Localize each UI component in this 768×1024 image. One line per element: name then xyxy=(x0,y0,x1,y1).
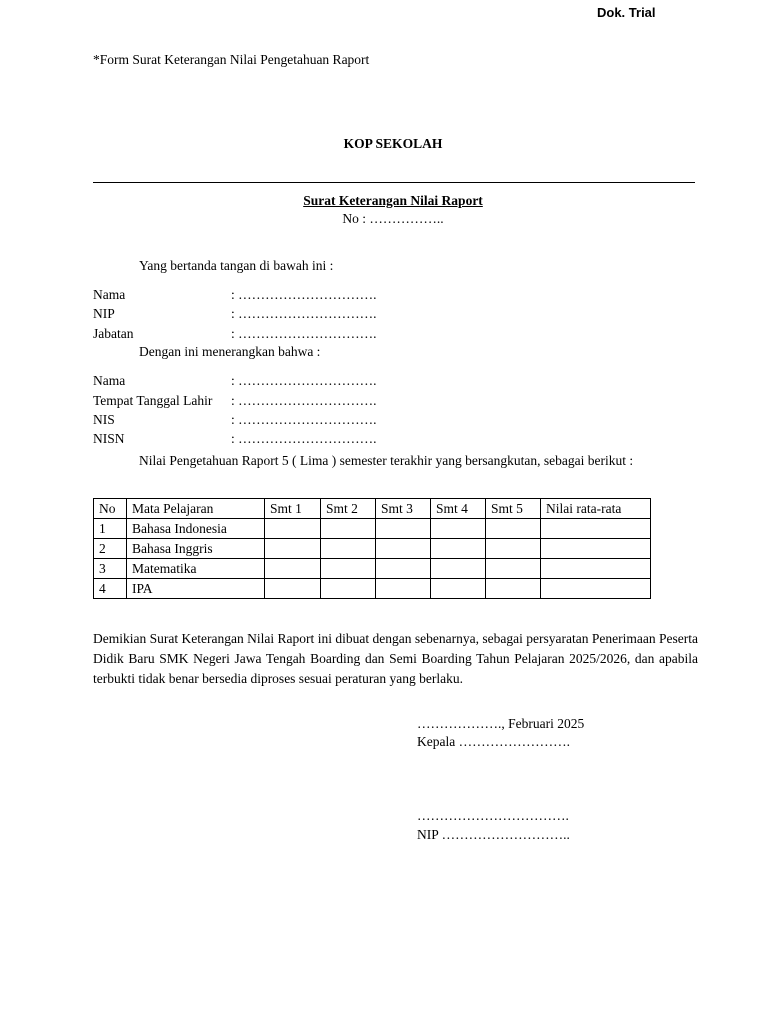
average-cell xyxy=(541,519,651,539)
student-name-value: : …………………………. xyxy=(231,373,377,388)
table-row xyxy=(94,559,651,579)
signer-name-label: Nama xyxy=(93,287,126,302)
grade-cell xyxy=(486,579,541,599)
average-cell xyxy=(541,559,651,579)
row-no: 3 xyxy=(94,559,127,579)
grade-cell xyxy=(265,519,321,539)
header-smt4: Smt 4 xyxy=(431,499,486,519)
grade-cell xyxy=(376,579,431,599)
grade-cell xyxy=(376,519,431,539)
grade-cell xyxy=(486,559,541,579)
average-cell xyxy=(541,579,651,599)
row-subject: Bahasa Inggris xyxy=(127,539,265,559)
row-subject: IPA xyxy=(127,579,265,599)
average-cell xyxy=(541,539,651,559)
signer-position-value: : …………………………. xyxy=(231,326,377,341)
grade-cell xyxy=(486,519,541,539)
document-mark: Dok. Trial xyxy=(597,5,656,20)
grade-cell xyxy=(265,539,321,559)
table-row xyxy=(94,539,651,559)
student-nisn-label: NISN xyxy=(93,431,125,446)
student-nis-label: NIS xyxy=(93,412,115,427)
grade-cell xyxy=(486,539,541,559)
grade-cell xyxy=(431,559,486,579)
signer-position-label: Jabatan xyxy=(93,326,134,341)
grade-cell xyxy=(431,519,486,539)
header-smt2: Smt 2 xyxy=(321,499,376,519)
student-birth-value: : …………………………. xyxy=(231,393,377,408)
table-row xyxy=(94,519,651,539)
grade-cell xyxy=(265,559,321,579)
row-subject: Bahasa Indonesia xyxy=(127,519,265,539)
grade-cell xyxy=(265,579,321,599)
signer-name-value: : …………………………. xyxy=(231,287,377,302)
signature-place-date: ………………., Februari 2025 xyxy=(417,716,585,731)
school-letterhead: KOP SEKOLAH xyxy=(343,136,443,151)
header-smt5: Smt 5 xyxy=(486,499,541,519)
closing-paragraph: Demikian Surat Keterangan Nilai Raport ini dibuat dengan sebenarnya, sebagai persyaratan Penerimaan Peserta Didik Baru SMK Negeri Jawa Tengah Boarding dan Semi Boarding Tahun Pelajaran 2025/2026, dan apabila terbukti tidak benar bersedia diproses sesuai peraturan yang berlaku. xyxy=(93,631,698,686)
header-average: Nilai rata-rata xyxy=(541,499,651,519)
student-nis-value: : …………………………. xyxy=(231,412,377,427)
student-birth-label: Tempat Tanggal Lahir xyxy=(93,393,213,408)
header-subject: Mata Pelajaran xyxy=(127,499,265,519)
signer-nip-value: : …………………………. xyxy=(231,306,377,321)
table-header-row xyxy=(94,499,651,519)
intro-text: Yang bertanda tangan di bawah ini : xyxy=(139,258,334,273)
student-nisn-value: : …………………………. xyxy=(231,431,377,446)
grade-cell xyxy=(321,519,376,539)
letterhead-divider xyxy=(93,182,695,183)
table-intro-text: Nilai Pengetahuan Raport 5 ( Lima ) semester terakhir yang bersangkutan, sebagai berikut : xyxy=(139,453,634,468)
grade-cell xyxy=(376,539,431,559)
header-smt3: Smt 3 xyxy=(376,499,431,519)
row-no: 1 xyxy=(94,519,127,539)
signature-name-line: ……………………………. xyxy=(417,808,569,823)
header-smt1: Smt 1 xyxy=(265,499,321,519)
grade-cell xyxy=(431,579,486,599)
row-no: 2 xyxy=(94,539,127,559)
grade-cell xyxy=(431,539,486,559)
grades-table xyxy=(93,498,651,599)
form-note: *Form Surat Keterangan Nilai Pengetahuan Raport xyxy=(93,52,370,67)
signature-nip: NIP ……………………….. xyxy=(417,827,570,842)
signer-nip-label: NIP xyxy=(93,306,115,321)
grade-cell xyxy=(321,579,376,599)
letter-title: Surat Keterangan Nilai Raport xyxy=(303,193,483,208)
grade-cell xyxy=(321,559,376,579)
grade-cell xyxy=(321,539,376,559)
declare-text: Dengan ini menerangkan bahwa : xyxy=(139,344,321,359)
table-row xyxy=(94,579,651,599)
header-no: No xyxy=(94,499,127,519)
student-name-label: Nama xyxy=(93,373,126,388)
signature-title: Kepala ……………………. xyxy=(417,734,570,749)
grade-cell xyxy=(376,559,431,579)
letter-number: No : …………….. xyxy=(342,211,444,226)
row-subject: Matematika xyxy=(127,559,265,579)
row-no: 4 xyxy=(94,579,127,599)
